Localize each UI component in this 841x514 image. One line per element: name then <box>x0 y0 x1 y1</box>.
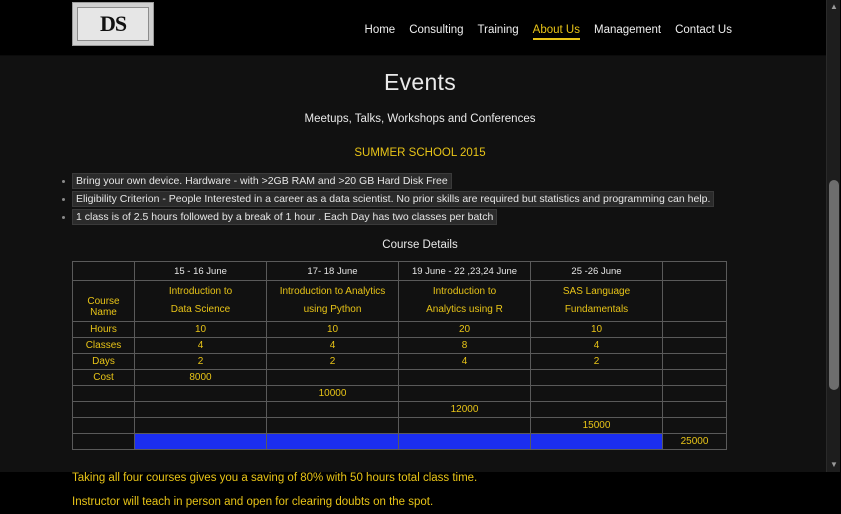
table-row <box>73 354 727 370</box>
table-cell: 8000 <box>135 370 267 386</box>
table-cell-course-3 <box>399 281 531 322</box>
table-cell: 10 <box>531 322 663 338</box>
info-bullet-list <box>0 174 840 224</box>
course-line-1: SAS Language <box>562 286 631 297</box>
table-cell: 4 <box>267 338 399 354</box>
table-cell-selected <box>531 434 663 450</box>
row-label <box>73 386 135 402</box>
table-cell <box>267 418 399 434</box>
table-cell: 2 <box>267 354 399 370</box>
row-label <box>73 402 135 418</box>
table-row <box>73 418 727 434</box>
nav-item-about-us[interactable]: About Us <box>533 24 580 40</box>
main-navigation <box>365 24 732 40</box>
row-label <box>73 418 135 434</box>
table-cell: 8 <box>399 338 531 354</box>
table-cell <box>663 338 727 354</box>
site-header <box>0 0 840 56</box>
table-cell: 4 <box>399 354 531 370</box>
table-cell <box>663 354 727 370</box>
course-line-2: Fundamentals <box>564 304 629 315</box>
table-header-cell: 15 - 16 June <box>135 262 267 281</box>
table-row-total <box>73 434 727 450</box>
table-cell <box>663 386 727 402</box>
table-cell <box>531 402 663 418</box>
nav-item-consulting[interactable]: Consulting <box>409 24 464 36</box>
table-cell <box>135 402 267 418</box>
page-title: Events <box>383 69 457 95</box>
row-label-course-name: Course Name <box>73 281 135 322</box>
table-cell: 10000 <box>267 386 399 402</box>
table-cell: 10 <box>135 322 267 338</box>
table-header-cell: 17- 18 June <box>267 262 399 281</box>
table-header-cell: 25 -26 June <box>531 262 663 281</box>
table-cell-selected <box>399 434 531 450</box>
table-cell <box>663 418 727 434</box>
table-cell <box>135 418 267 434</box>
section-title: SUMMER SCHOOL 2015 <box>354 147 486 159</box>
footer-note-2: Instructor will teach in person and open for clearing doubts on the spot. <box>72 496 434 508</box>
course-line-2: Analytics using R <box>426 304 503 315</box>
table-row <box>73 386 727 402</box>
table-header-cell <box>73 262 135 281</box>
bullet-text: Eligibility Criterion - People Interested in a career as a data scientist. No prior skills are required but statistics and programming can help. <box>72 191 714 207</box>
table-cell: 10 <box>267 322 399 338</box>
course-line-1: Introduction to <box>168 286 233 297</box>
row-label <box>73 434 135 450</box>
bullet-text: Bring your own device. Hardware - with >2GB RAM and >20 GB Hard Disk Free <box>72 173 452 189</box>
table-cell-course-4 <box>531 281 663 322</box>
nav-item-training[interactable]: Training <box>477 24 519 36</box>
page-subtitle: Meetups, Talks, Workshops and Conferences <box>304 113 536 125</box>
site-logo[interactable] <box>72 2 154 46</box>
table-cell <box>399 418 531 434</box>
table-header-cell <box>663 262 727 281</box>
table-cell: 2 <box>135 354 267 370</box>
table-cell: 2 <box>531 354 663 370</box>
table-cell-empty <box>663 281 727 322</box>
table-cell <box>531 386 663 402</box>
row-label-classes: Classes <box>73 338 135 354</box>
row-label-hours: Hours <box>73 322 135 338</box>
table-cell <box>267 370 399 386</box>
nav-item-contact-us[interactable]: Contact Us <box>675 24 732 36</box>
course-line-1: Introduction to Analytics <box>279 286 386 297</box>
table-cell <box>531 370 663 386</box>
course-details-label: Course Details <box>382 239 458 251</box>
nav-item-management[interactable]: Management <box>593 24 662 36</box>
table-header-row <box>73 262 727 281</box>
scroll-up-arrow-icon[interactable]: ▲ <box>830 2 838 11</box>
table-header-cell: 19 June - 22 ,23,24 June <box>399 262 531 281</box>
table-cell-course-2 <box>267 281 399 322</box>
logo-monogram: DS <box>77 7 149 41</box>
table-row <box>73 370 727 386</box>
course-line-2: using Python <box>303 304 362 315</box>
scroll-down-arrow-icon[interactable]: ▼ <box>830 460 838 469</box>
bullet-text: 1 class is of 2.5 hours followed by a break of 1 hour . Each Day has two classes per batch <box>72 209 497 225</box>
table-cell <box>399 370 531 386</box>
table-row <box>73 338 727 354</box>
table-cell-total: 25000 <box>663 434 727 450</box>
table-cell: 15000 <box>531 418 663 434</box>
table-cell: 12000 <box>399 402 531 418</box>
table-cell: 20 <box>399 322 531 338</box>
table-cell-selected <box>135 434 267 450</box>
row-label-cost: Cost <box>73 370 135 386</box>
table-cell-selected <box>267 434 399 450</box>
table-cell <box>135 386 267 402</box>
table-row <box>73 322 727 338</box>
list-item <box>0 174 840 188</box>
row-label-days: Days <box>73 354 135 370</box>
nav-item-home[interactable]: Home <box>364 24 396 36</box>
table-cell-course-1 <box>135 281 267 322</box>
table-cell: 4 <box>135 338 267 354</box>
list-item <box>0 192 840 206</box>
table-row <box>73 402 727 418</box>
page-scrollbar[interactable] <box>826 0 840 472</box>
footer-note-1: Taking all four courses gives you a saving of 80% with 50 hours total class time. <box>72 472 478 484</box>
table-cell <box>663 402 727 418</box>
table-row-course-name <box>73 281 727 322</box>
course-line-1: Introduction to <box>432 286 497 297</box>
table-cell <box>399 386 531 402</box>
course-line-2: Data Science <box>170 304 231 315</box>
table-cell <box>663 322 727 338</box>
table-cell: 4 <box>531 338 663 354</box>
course-details-table <box>72 261 727 450</box>
table-cell <box>663 370 727 386</box>
scrollbar-thumb[interactable] <box>829 180 839 390</box>
list-item <box>0 210 840 224</box>
table-cell <box>267 402 399 418</box>
